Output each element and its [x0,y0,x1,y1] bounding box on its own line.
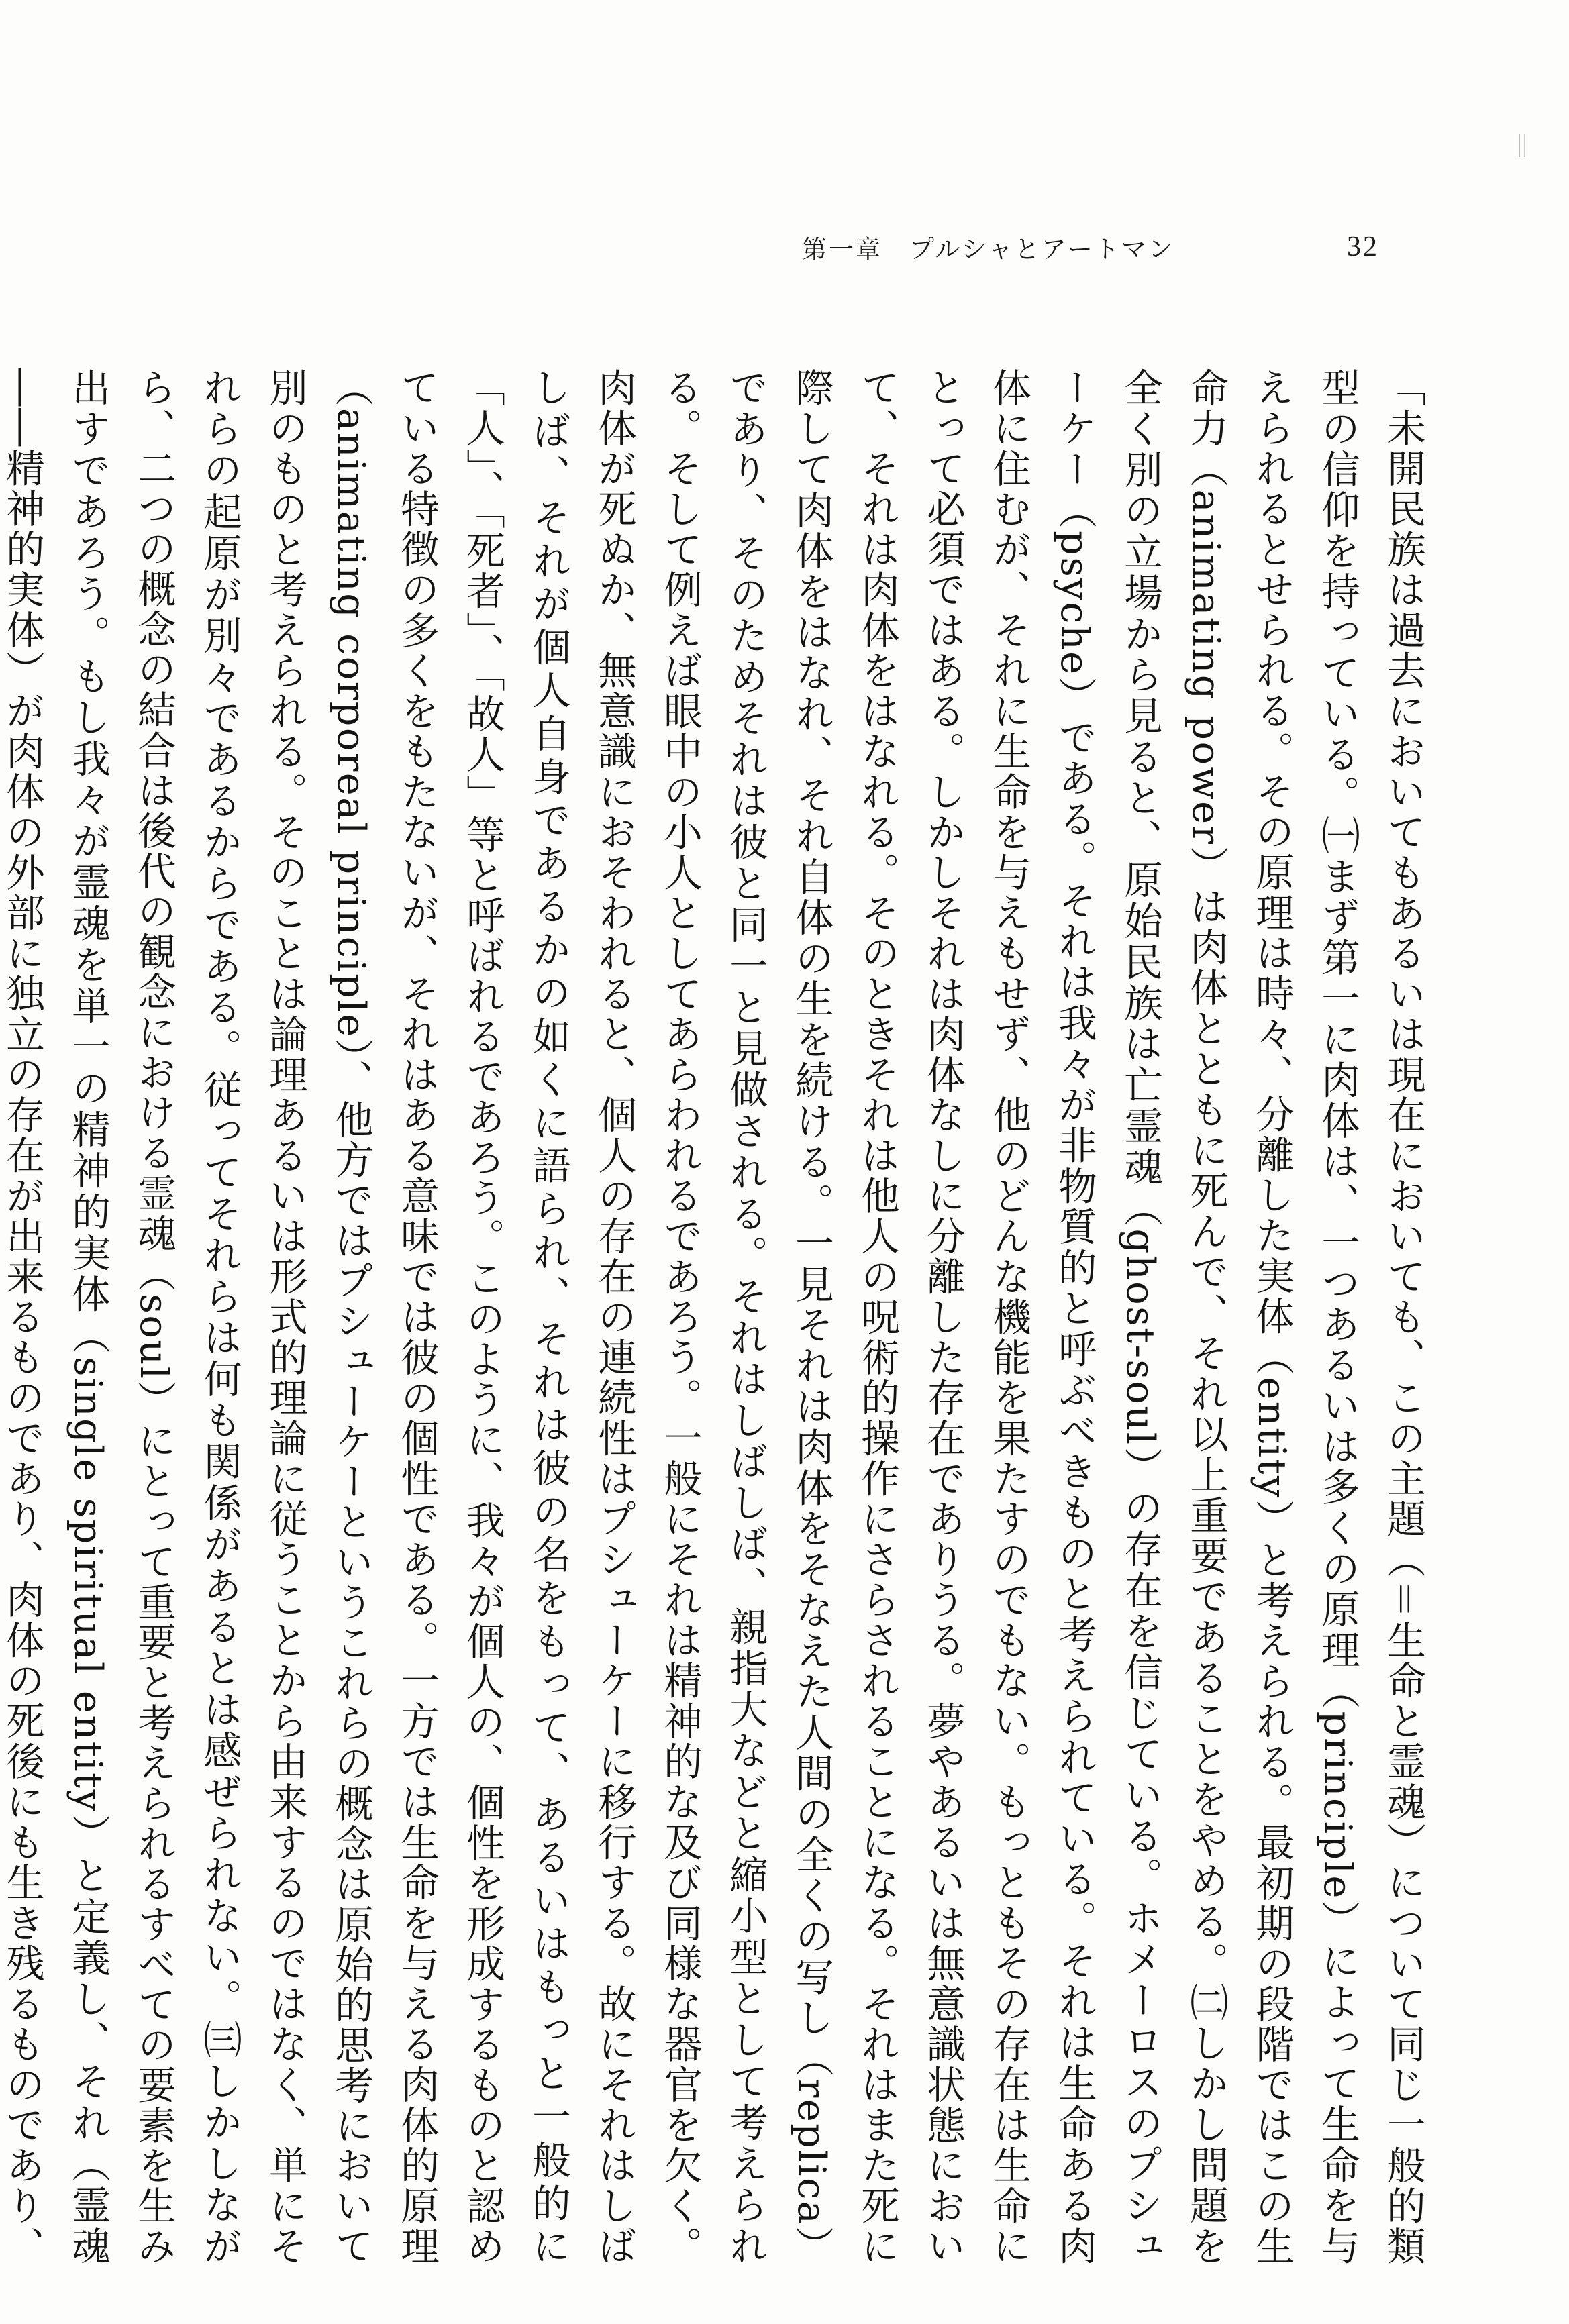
chapter-title: 第一章 プルシャとアートマン [802,235,1175,264]
running-header [802,227,1379,267]
scan-artifact-mark [1519,134,1525,157]
vertical-body-text [0,368,1436,2266]
page-number: 32 [1347,231,1379,262]
body-paragraph: 「未開民族は過去においてもあるいは現在においても、この主題（＝生命と霊魂）について同じ一般的類型の信仰を持っている。㈠まず第一に肉体は、一つあるいは多くの原理（principle）によって生命を与えられるとせられる。その原理は時々、分離した実体（entity）と考えられる。最初期の段階ではこの生命力（animating power）は肉体とともに死んで、それ以上重要であることをやめる。㈡しかし問題を全く別の立場から見ると、原始民族は亡霊魂（ghost-soul）の存在を信じている。ホメーロスのプシューケー（psyche）である。それは我々が非物質的と呼ぶべきものと考えられている。それは生命ある肉体に住むが、それに生命を与えもせず、他のどんな機能を果たすのでもない。もっともその存在は生命にとって必須ではある。しかしそれは肉体なしに分離した存在でありうる。夢やあるいは無意識状態において、それは肉体をはなれる。そのときそれは他人の呪術的操作にさらされることになる。それはまた死に際して肉体をはなれ、それ自体の生を続ける。一見それは肉体をそなえた人間の全くの写し（replica）であり、そのためそれは彼と同一と見做される。それはしばしば、親指大などと縮小型として考えられる。そして例えば眼中の小人としてあらわれるであろう。一般にそれは精神的な及び同様な器官を欠く。肉体が死ぬか、無意識におそわれると、個人の存在の連続性はプシューケーに移行する。故にそれはしばしば、それが個人自身であるかの如くに語られ、それは彼の名をもって、あるいはもっと一般的に「人」、「死者」、「故人」等と呼ばれるであろう。このように、我々が個人の、個性を形成するものと認めている特徴の多くをもたないが、それはある意味では彼の個性である。一方では生命を与える肉体的原理（animating corporeal principle）、他方ではプシューケーというこれらの概念は原始的思考において別のものと考えられる。そのことは論理あるいは形式的理論に従うことから由来するのではなく、単にそれらの起原が別々であるからである。従ってそれらは何も関係があるとは感ぜられない。㈢しかしながら、二つの概念の結合は後代の観念における霊魂（soul）にとって重要と考えられるすべての要素を生み出すであろう。もし我々が霊魂を単一の精神的実体（single spiritual entity）と定義し、それ（霊魂――精神的実体）が肉体の外部に独立の存在が出来るものであり、肉体の死後にも生き残るものであり、 [0,368,1426,2266]
